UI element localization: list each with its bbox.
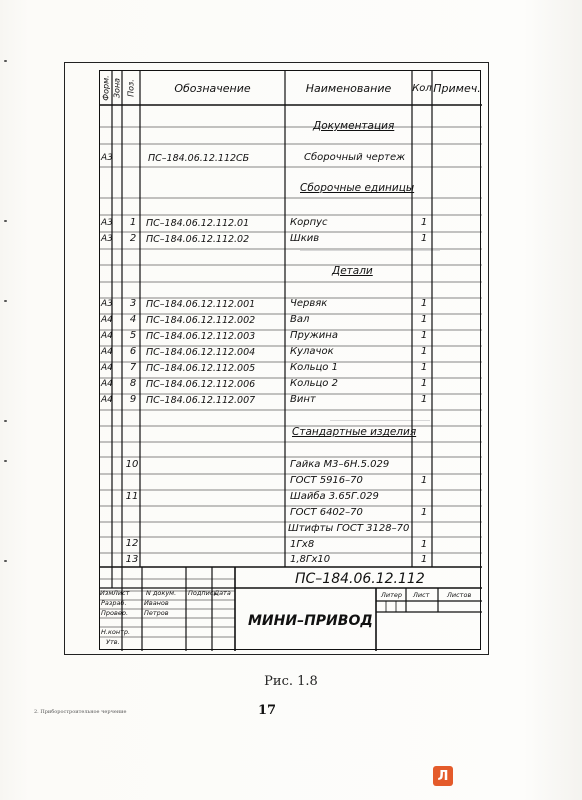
tb-developed-label: Разраб. bbox=[101, 599, 127, 607]
row-designation: ПС–184.06.12.112СБ bbox=[148, 153, 250, 164]
row-position: 6 bbox=[129, 346, 137, 357]
row-quantity: 1 bbox=[420, 298, 428, 309]
row-format: А4 bbox=[101, 379, 113, 389]
row-designation: ПС–184.06.12.112.006 bbox=[146, 379, 256, 390]
row-format: А3 bbox=[101, 218, 113, 228]
row-format: А4 bbox=[101, 347, 113, 357]
header-format: Форм. bbox=[101, 75, 111, 101]
row-quantity: 1 bbox=[420, 314, 428, 325]
tb-col-change: Изм bbox=[100, 589, 114, 597]
tb-col-sheet: Лист bbox=[113, 589, 130, 597]
row-position: 8 bbox=[129, 378, 137, 389]
row-designation: ПС–184.06.12.112.02 bbox=[146, 234, 250, 245]
row-name: Винт bbox=[290, 394, 316, 405]
row-format: А4 bbox=[101, 315, 113, 325]
running-footer: 2. Приборостроительное черчение bbox=[34, 709, 127, 715]
tb-checked-by: Петров bbox=[144, 609, 169, 617]
section-assemblies: Сборочные единицы bbox=[300, 182, 415, 194]
header-note: Примеч. bbox=[433, 81, 481, 95]
row-position: 5 bbox=[129, 330, 137, 341]
row-format: А3 bbox=[101, 234, 113, 244]
row-name: Кулачок bbox=[290, 346, 334, 357]
row-name: Вал bbox=[290, 314, 310, 325]
tb-sheet: Лист bbox=[413, 591, 430, 599]
row-position: 7 bbox=[129, 362, 137, 373]
row-position: 2 bbox=[129, 233, 137, 244]
product-name: МИНИ–ПРИВОД bbox=[248, 613, 373, 629]
row-position: 11 bbox=[125, 491, 139, 502]
header-position: Поз. bbox=[126, 79, 136, 97]
row-name: Шайба 3.65Г.029 bbox=[290, 491, 379, 502]
row-quantity: 1 bbox=[420, 554, 428, 565]
row-quantity: 1 bbox=[420, 330, 428, 341]
row-quantity: 1 bbox=[420, 217, 428, 228]
row-name: Сборочный чертеж bbox=[304, 152, 406, 163]
section-documentation: Документация bbox=[313, 120, 395, 132]
tb-norm-control: Н.контр. bbox=[101, 628, 131, 636]
row-designation: ПС–184.06.12.112.01 bbox=[146, 218, 250, 229]
figure-caption: Рис. 1.8 bbox=[264, 674, 318, 689]
row-quantity: 1 bbox=[420, 539, 428, 550]
tb-checked-label: Провер. bbox=[101, 609, 129, 617]
header-designation: Обозначение bbox=[174, 81, 251, 95]
tb-developed-by: Иванов bbox=[144, 599, 169, 607]
tb-sheets: Листов bbox=[447, 591, 472, 599]
row-position: 12 bbox=[125, 538, 139, 549]
section-standard: Стандартные изделия bbox=[292, 426, 417, 438]
row-quantity: 1 bbox=[420, 362, 428, 373]
row-designation: ПС–184.06.12.112.007 bbox=[146, 395, 256, 406]
row-name: ГОСТ 6402–70 bbox=[290, 507, 363, 518]
row-position: 10 bbox=[125, 459, 139, 470]
row-position: 4 bbox=[129, 314, 137, 325]
row-quantity: 1 bbox=[420, 346, 428, 357]
row-quantity: 1 bbox=[420, 394, 428, 405]
row-position: 9 bbox=[129, 394, 137, 405]
row-format: А4 bbox=[101, 363, 113, 373]
tb-col-sign: Подпись bbox=[188, 589, 218, 597]
header-quantity: Кол bbox=[412, 82, 432, 94]
row-designation: ПС–184.06.12.112.004 bbox=[146, 347, 256, 358]
row-name: 1Гх8 bbox=[290, 539, 315, 550]
row-format: А4 bbox=[101, 331, 113, 341]
row-name: Корпус bbox=[290, 217, 328, 228]
row-quantity: 1 bbox=[420, 475, 428, 486]
tb-approved: Утв. bbox=[106, 638, 120, 646]
row-position: 13 bbox=[125, 554, 139, 565]
tb-litera: Литер bbox=[381, 591, 403, 599]
tb-col-doc: N докум. bbox=[146, 589, 177, 597]
row-position: 1 bbox=[129, 217, 137, 228]
row-designation: ПС–184.06.12.112.002 bbox=[146, 315, 256, 326]
row-quantity: 1 bbox=[420, 507, 428, 518]
header-zone: Зона bbox=[112, 77, 122, 99]
row-quantity: 1 bbox=[420, 233, 428, 244]
row-name: 1,8Гх10 bbox=[290, 554, 331, 565]
row-name: Пружина bbox=[290, 330, 338, 341]
page-number: 17 bbox=[258, 703, 277, 718]
row-name: ГОСТ 5916–70 bbox=[290, 475, 363, 486]
row-quantity: 1 bbox=[420, 378, 428, 389]
row-name: Гайка М3–6Н.5.029 bbox=[290, 459, 390, 470]
row-name: Кольцо 1 bbox=[290, 362, 338, 373]
section-details: Детали bbox=[332, 265, 373, 277]
row-designation: ПС–184.06.12.112.005 bbox=[146, 363, 256, 374]
row-format: А4 bbox=[101, 395, 113, 405]
row-format: А3 bbox=[101, 153, 113, 163]
row-name: Шкив bbox=[290, 233, 320, 244]
row-name: Кольцо 2 bbox=[290, 378, 338, 389]
row-name: Червяк bbox=[290, 298, 328, 309]
row-designation: ПС–184.06.12.112.003 bbox=[146, 331, 256, 342]
row-name: Штифты ГОСТ 3128–70 bbox=[288, 523, 410, 534]
row-designation: ПС–184.06.12.112.001 bbox=[146, 299, 256, 310]
tb-col-date: Дата bbox=[214, 589, 231, 597]
watermark-logo-icon: Л bbox=[433, 766, 453, 786]
specification-sheet bbox=[99, 70, 481, 650]
row-position: 3 bbox=[129, 298, 137, 309]
document-code: ПС–184.06.12.112 bbox=[295, 571, 425, 587]
header-name: Наименование bbox=[305, 81, 392, 95]
row-format: А3 bbox=[101, 299, 113, 309]
